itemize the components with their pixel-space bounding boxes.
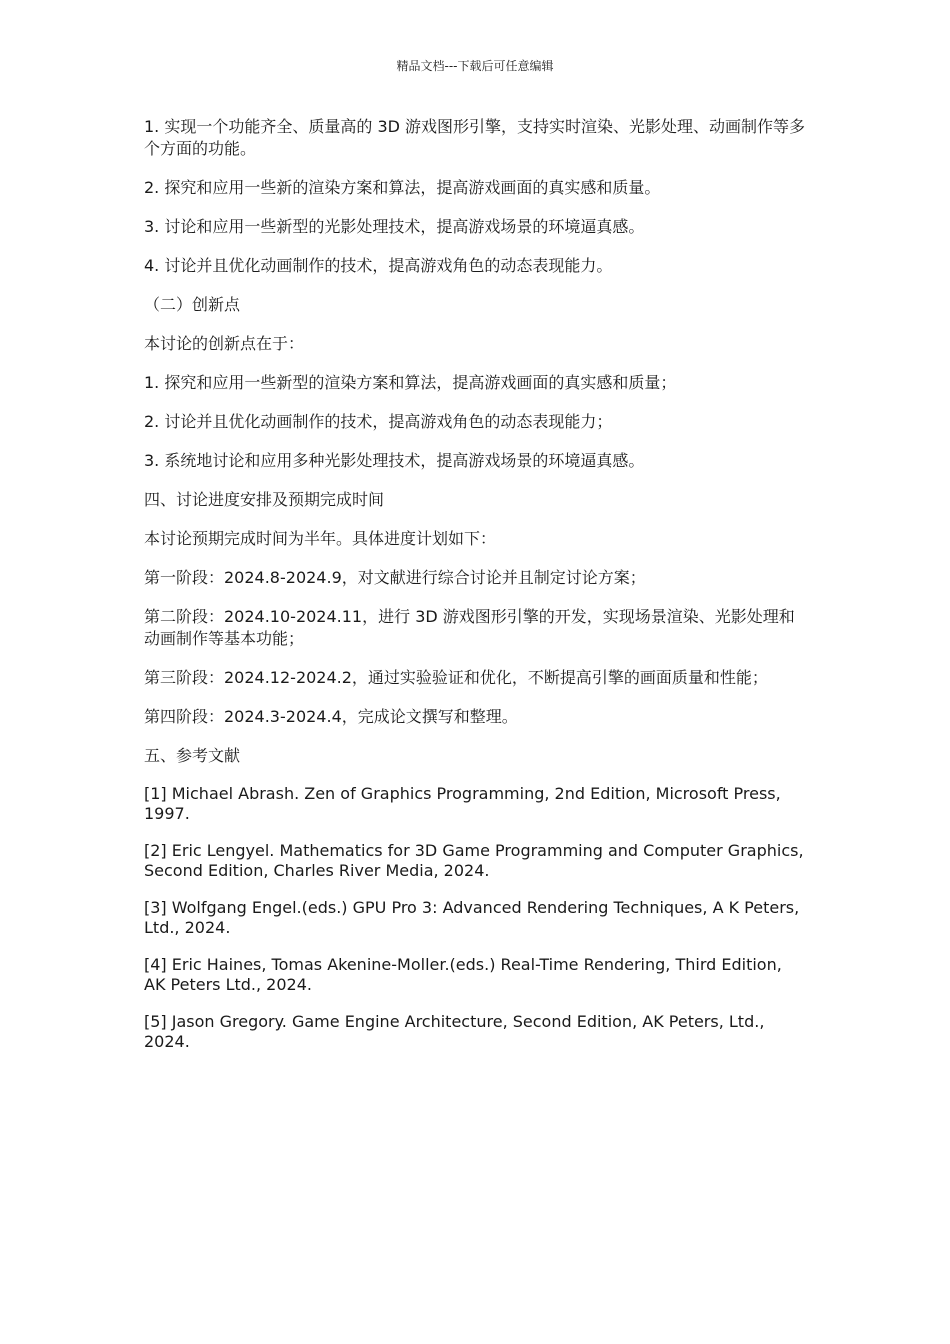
reference-item: [1] Michael Abrash. Zen of Graphics Programming, 2nd Edition, Microsoft Press, 1997. — [144, 784, 781, 823]
schedule-intro: 本讨论预期完成时间为半年。具体进度计划如下： — [144, 529, 497, 548]
objective-item: 2. 探究和应用一些新的渲染方案和算法，提高游戏画面的真实感和质量。 — [144, 178, 661, 197]
schedule-phase: 第三阶段：2024.12-2024.2，通过实验验证和优化，不断提高引擎的画面质量和性能； — [144, 668, 768, 687]
reference-item: [2] Eric Lengyel. Mathematics for 3D Game Programming and Computer Graphics, Second Edition, Charles River Media, 2024. — [144, 841, 804, 880]
reference-item: [4] Eric Haines, Tomas Akenine-Moller.(eds.) Real-Time Rendering, Third Edition, AK Peters Ltd., 2024. — [144, 955, 782, 994]
page-header: 精品文档---下载后可任意编辑 — [396, 59, 554, 73]
innovation-item: 3. 系统地讨论和应用多种光影处理技术，提高游戏场景的环境逼真感。 — [144, 451, 645, 470]
innovation-intro: 本讨论的创新点在于： — [144, 334, 305, 353]
schedule-phase: 第一阶段：2024.8-2024.9，对文献进行综合讨论并且制定讨论方案； — [144, 568, 646, 587]
innovation-heading: （二）创新点 — [144, 295, 241, 314]
reference-item: [5] Jason Gregory. Game Engine Architecture, Second Edition, AK Peters, Ltd., 2024. — [144, 1012, 765, 1051]
objective-item: 4. 讨论并且优化动画制作的技术，提高游戏角色的动态表现能力。 — [144, 256, 613, 275]
schedule-phase: 第四阶段：2024.3-2024.4，完成论文撰写和整理。 — [144, 707, 518, 726]
references-heading: 五、参考文献 — [144, 746, 241, 765]
innovation-item: 2. 讨论并且优化动画制作的技术，提高游戏角色的动态表现能力； — [144, 412, 613, 431]
document-body — [144, 116, 806, 1069]
schedule-phase: 第二阶段：2024.10-2024.11，进行 3D 游戏图形引擎的开发，实现场景渲染、光影处理和动画制作等基本功能； — [144, 607, 795, 648]
schedule-heading: 四、讨论进度安排及预期完成时间 — [144, 490, 385, 509]
objective-item: 1. 实现一个功能齐全、质量高的 3D 游戏图形引擎，支持实时渲染、光影处理、动画制作等多个方面的功能。 — [144, 117, 806, 158]
innovation-item: 1. 探究和应用一些新型的渲染方案和算法，提高游戏画面的真实感和质量； — [144, 373, 677, 392]
objective-item: 3. 讨论和应用一些新型的光影处理技术，提高游戏场景的环境逼真感。 — [144, 217, 645, 236]
reference-item: [3] Wolfgang Engel.(eds.) GPU Pro 3: Advanced Rendering Techniques, A K Peters, Ltd., 2024. — [144, 898, 800, 937]
